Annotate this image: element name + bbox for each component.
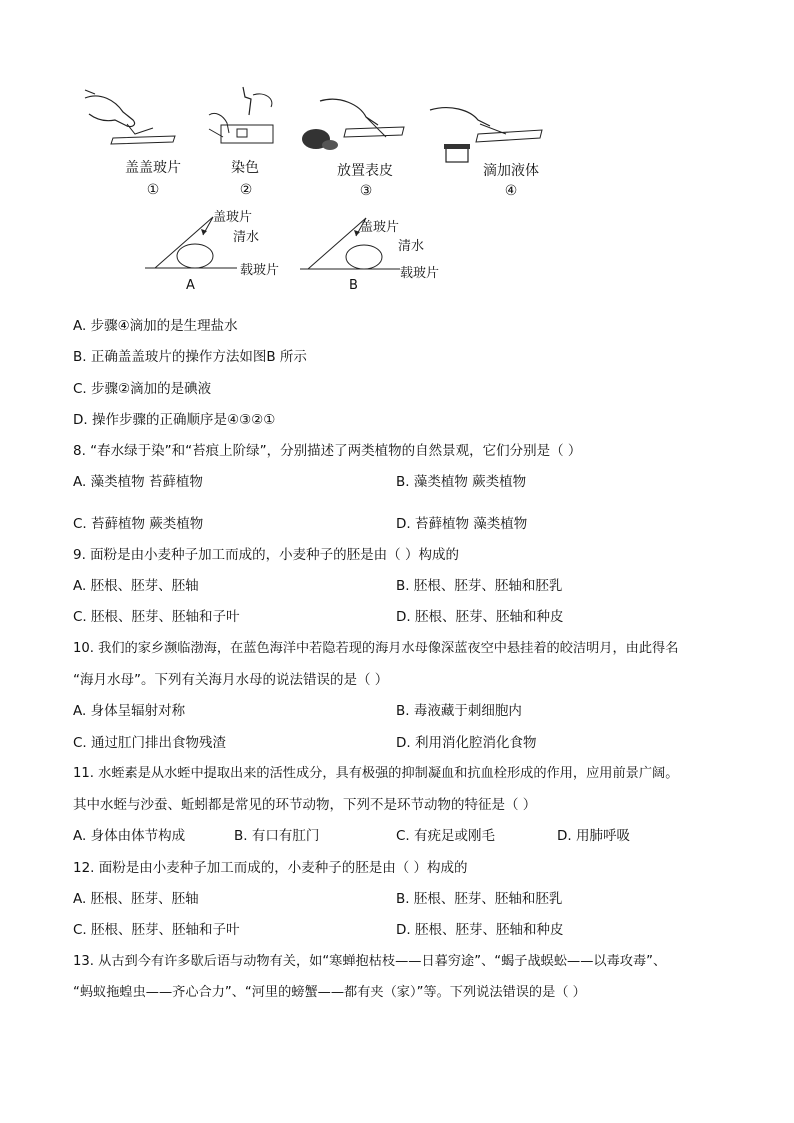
q10-option-d: D. 利用消化腔消化食物 [396,735,537,751]
step-1-label: 盖盖玻片 [125,160,181,176]
q10-stem-line-2: “海月水母”。下列有关海月水母的说法错误的是（ ） [73,672,389,688]
q10-option-a: A. 身体呈辐射对称 [73,703,186,719]
step-4-number: ④ [504,183,518,199]
q9-option-c: C. 胚根、胚芽、胚轴和子叶 [73,609,240,625]
diagram-b-water-label: 清水 [398,239,425,254]
q12-option-a: A. 胚根、胚芽、胚轴 [73,891,199,907]
q8-option-c: C. 苔藓植物 蕨类植物 [73,516,204,532]
q11-option-a: A. 身体由体节构成 [73,828,186,844]
q13-stem-line-2: “蚂蚁拖蝗虫——齐心合力”、“河里的螃蟹——都有夹（家）”等。下列说法错误的是（ ） [73,985,586,1000]
q11-option-d: D. 用肺呼吸 [557,828,630,844]
q7-option-c: C. 步骤②滴加的是碘液 [73,381,212,397]
step-3-label: 放置表皮 [337,163,393,179]
q9-option-d: D. 胚根、胚芽、胚轴和种皮 [396,609,564,625]
q7-option-d: D. 操作步骤的正确顺序是④③②① [73,412,276,428]
diagram-a-tag: A [186,278,195,293]
add-liquid-illustration [420,100,550,160]
q9-option-a: A. 胚根、胚芽、胚轴 [73,578,199,594]
q11-option-b: B. 有口有肛门 [234,828,320,844]
q12-option-c: C. 胚根、胚芽、胚轴和子叶 [73,922,240,938]
staining-illustration [205,85,285,155]
q8-option-a: A. 藻类植物 苔藓植物 [73,474,203,490]
diagram-a-cover-label: 盖玻片 [213,210,253,225]
step-3-number: ③ [359,183,373,199]
q12-stem: 12. 面粉是由小麦种子加工而成的，小麦种子的胚是由（ ）构成的 [73,860,468,876]
q11-stem-line-2: 其中水蛭与沙蚕、蚯蚓都是常见的环节动物，下列不是环节动物的特征是（ ） [73,797,537,813]
diagram-b-cover-label: 盖玻片 [360,220,400,235]
q10-option-b: B. 毒液藏于刺细胞内 [396,703,522,719]
q13-stem-line-1: 13. 从古到今有许多歇后语与动物有关，如“寒蝉抱枯枝——日暮穷途”、“蝎子战蜈蚣——以毒攻毒”、 [73,954,667,969]
step-1-number: ① [146,182,160,198]
q7-option-b: B. 正确盖盖玻片的操作方法如图B 所示 [73,349,307,365]
cover-slip-illustration [75,90,175,150]
q8-option-b: B. 藻类植物 蕨类植物 [396,474,527,490]
q10-stem-line-1: 10. 我们的家乡濒临渤海，在蓝色海洋中若隐若现的海月水母像深蓝夜空中悬挂着的皎洁明月，由此得名 [73,641,679,656]
diagram-b-tag: B [349,278,358,293]
step-2-label: 染色 [231,160,259,176]
q11-stem-line-1: 11. 水蛭素是从水蛭中提取出来的活性成分，具有极强的抑制凝血和抗血栓形成的作用，应用前景广阔。 [73,766,679,781]
q8-option-d: D. 苔藓植物 藻类植物 [396,516,528,532]
q9-option-b: B. 胚根、胚芽、胚轴和胚乳 [396,578,563,594]
diagram-a-water-label: 清水 [233,230,260,245]
q9-stem: 9. 面粉是由小麦种子加工而成的，小麦种子的胚是由（ ）构成的 [73,547,459,563]
step-2-number: ② [239,182,253,198]
diagram-b-slide-label: 载玻片 [400,266,440,281]
diagram-a-slide-label: 载玻片 [240,263,280,278]
experiment-figure [0,0,794,300]
q12-option-b: B. 胚根、胚芽、胚轴和胚乳 [396,891,563,907]
step-4-label: 滴加液体 [483,163,539,179]
epidermis-illustration [300,95,410,155]
q10-option-c: C. 通过肛门排出食物残渣 [73,735,227,751]
q12-option-d: D. 胚根、胚芽、胚轴和种皮 [396,922,564,938]
q7-option-a: A. 步骤④滴加的是生理盐水 [73,318,238,334]
q11-option-c: C. 有疣足或刚毛 [396,828,496,844]
q8-stem: 8. “春水绿于染”和“苔痕上阶绿”，分别描述了两类植物的自然景观，它们分别是（ ） [73,443,582,459]
